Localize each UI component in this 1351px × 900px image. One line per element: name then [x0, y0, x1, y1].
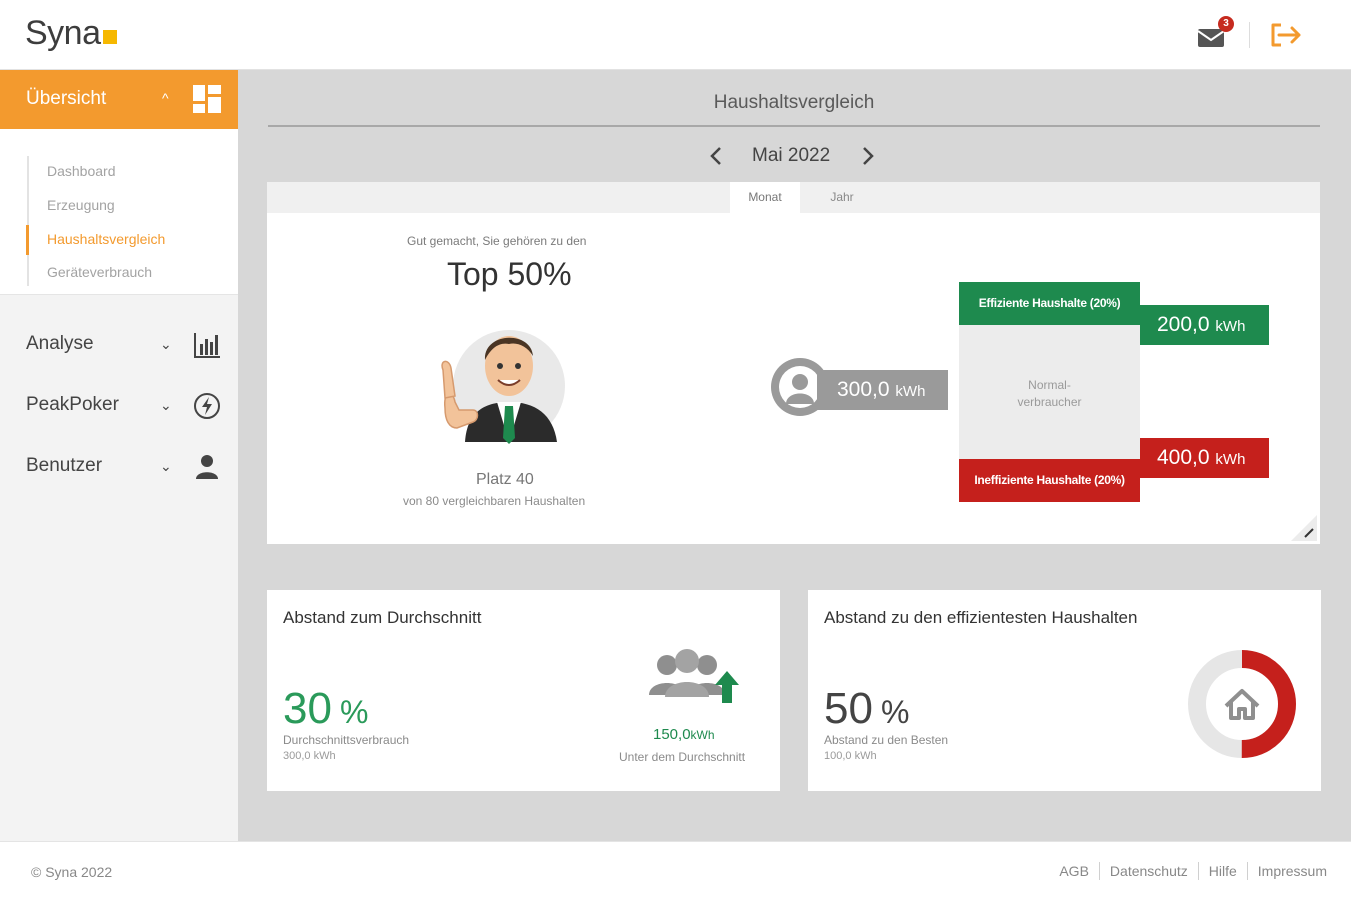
chevron-up-icon: ^ — [162, 90, 169, 106]
average-percent-unit: % — [339, 694, 369, 730]
resize-handle-icon[interactable] — [1289, 513, 1317, 541]
logo-square-icon — [103, 30, 117, 44]
best-card-title: Abstand zu den effizientesten Haushalten — [824, 608, 1138, 627]
current-month: Mai 2022 — [752, 145, 831, 166]
chevron-down-icon: ⌄ — [160, 458, 172, 474]
house-icon — [1226, 691, 1258, 718]
ranking-top: Top 50% — [447, 256, 572, 292]
logo-text: Syna — [25, 14, 101, 52]
best-percent-value: 50 — [824, 684, 873, 733]
average-diff-number: 150,0 — [653, 726, 691, 743]
tab-jahr[interactable]: Jahr — [830, 190, 854, 204]
footer-links — [1049, 862, 1337, 880]
ranking-intro: Gut gemacht, Sie gehören zu den — [407, 234, 587, 248]
efficient-value-number: 200,0 — [1157, 313, 1210, 336]
title-divider — [268, 125, 1320, 127]
normal-consumer-label — [959, 377, 1140, 411]
sidebar-item-haushaltsvergleich[interactable]: Haushaltsvergleich — [47, 231, 166, 247]
month-navigation — [708, 142, 888, 172]
previous-month-button[interactable] — [708, 144, 724, 175]
average-distance-card — [267, 590, 780, 791]
benutzer-label: Benutzer — [26, 455, 103, 476]
best-distance-card — [808, 590, 1321, 791]
submenu-line — [27, 156, 29, 286]
average-diff-label: Unter dem Durchschnitt — [619, 750, 746, 764]
bar-chart-icon — [192, 330, 222, 360]
lightning-circle-icon — [192, 391, 222, 421]
average-card-title: Abstand zum Durchschnitt — [283, 608, 482, 627]
average-diff-unit: kWh — [690, 728, 715, 742]
average-label: Durchschnittsverbrauch — [283, 733, 410, 747]
overview-label: Übersicht — [26, 88, 107, 109]
efficient-value — [1140, 305, 1269, 345]
best-label: Abstand zu den Besten — [824, 733, 949, 747]
normal-consumer-line-2: verbraucher — [1017, 395, 1082, 409]
active-indicator — [26, 225, 29, 255]
sidebar-section-benutzer[interactable] — [0, 438, 238, 496]
average-percent — [283, 684, 368, 734]
syna-logo[interactable] — [25, 14, 117, 53]
top-bar — [0, 0, 1351, 70]
normal-consumer-line-1: Normal- — [1028, 378, 1071, 392]
chevron-down-icon: ⌄ — [160, 336, 172, 352]
analyse-label: Analyse — [26, 333, 94, 354]
footer-link-agb[interactable]: AGB — [1059, 863, 1089, 879]
best-percent — [824, 684, 909, 734]
efficient-households-label: Effiziente Haushalte (20%) — [959, 282, 1140, 325]
notification-badge: 3 — [1218, 16, 1234, 32]
footer — [0, 841, 1351, 900]
inefficient-value — [1140, 438, 1269, 478]
sidebar-item-geraeteverbrauch[interactable]: Geräteverbrauch — [47, 264, 153, 280]
best-label-value: 100,0 kWh — [824, 750, 877, 762]
inefficient-households-label: Ineffiziente Haushalte (20%) — [959, 459, 1140, 502]
consumption-range — [959, 282, 1140, 502]
inefficient-value-number: 400,0 — [1157, 446, 1210, 469]
user-icon — [192, 452, 222, 482]
sidebar-item-dashboard[interactable]: Dashboard — [47, 163, 116, 179]
sidebar — [0, 70, 238, 841]
messages-button[interactable] — [1197, 20, 1231, 50]
best-percent-unit: % — [880, 694, 910, 730]
main-content — [238, 70, 1351, 841]
dashboard-grid-icon — [193, 85, 221, 113]
efficient-value-unit: kWh — [1215, 318, 1246, 335]
tab-monat[interactable]: Monat — [730, 182, 800, 213]
footer-link-datenschutz[interactable]: Datenschutz — [1099, 862, 1198, 880]
logout-icon — [1268, 20, 1304, 50]
copyright: © Syna 2022 — [31, 864, 113, 880]
household-comparison-card — [267, 182, 1320, 544]
footer-link-hilfe[interactable]: Hilfe — [1198, 862, 1247, 880]
footer-link-impressum[interactable]: Impressum — [1247, 862, 1337, 880]
chevron-down-icon: ⌄ — [160, 397, 172, 413]
people-up-arrow-icon — [645, 645, 741, 707]
average-label-value: 300,0 kWh — [283, 750, 336, 762]
user-consumption-number: 300,0 — [837, 378, 890, 401]
sidebar-section-analyse[interactable] — [0, 316, 238, 374]
inefficient-value-unit: kWh — [1215, 451, 1246, 468]
thumbs-up-avatar-icon — [435, 310, 567, 450]
next-month-button[interactable] — [860, 144, 876, 175]
peakpoker-label: PeakPoker — [26, 394, 119, 415]
user-consumption-unit: kWh — [895, 383, 926, 400]
best-distance-donut — [1186, 648, 1298, 760]
period-tabs — [267, 182, 1320, 213]
ranking-place-subtext: von 80 vergleichbaren Haushalten — [403, 494, 586, 508]
overview-submenu — [0, 129, 238, 295]
sidebar-item-erzeugung[interactable]: Erzeugung — [47, 197, 115, 213]
header-divider — [1249, 22, 1250, 48]
chevron-left-icon — [708, 144, 724, 168]
sidebar-section-overview[interactable] — [0, 70, 238, 129]
average-percent-value: 30 — [283, 684, 332, 733]
sidebar-section-peakpoker[interactable] — [0, 377, 238, 435]
average-diff-value — [653, 726, 715, 743]
ranking-place: Platz 40 — [476, 471, 534, 488]
logout-button[interactable] — [1268, 20, 1304, 50]
user-consumption-value — [817, 370, 948, 410]
page-title: Haushaltsvergleich — [713, 92, 875, 113]
chevron-right-icon — [860, 144, 876, 168]
